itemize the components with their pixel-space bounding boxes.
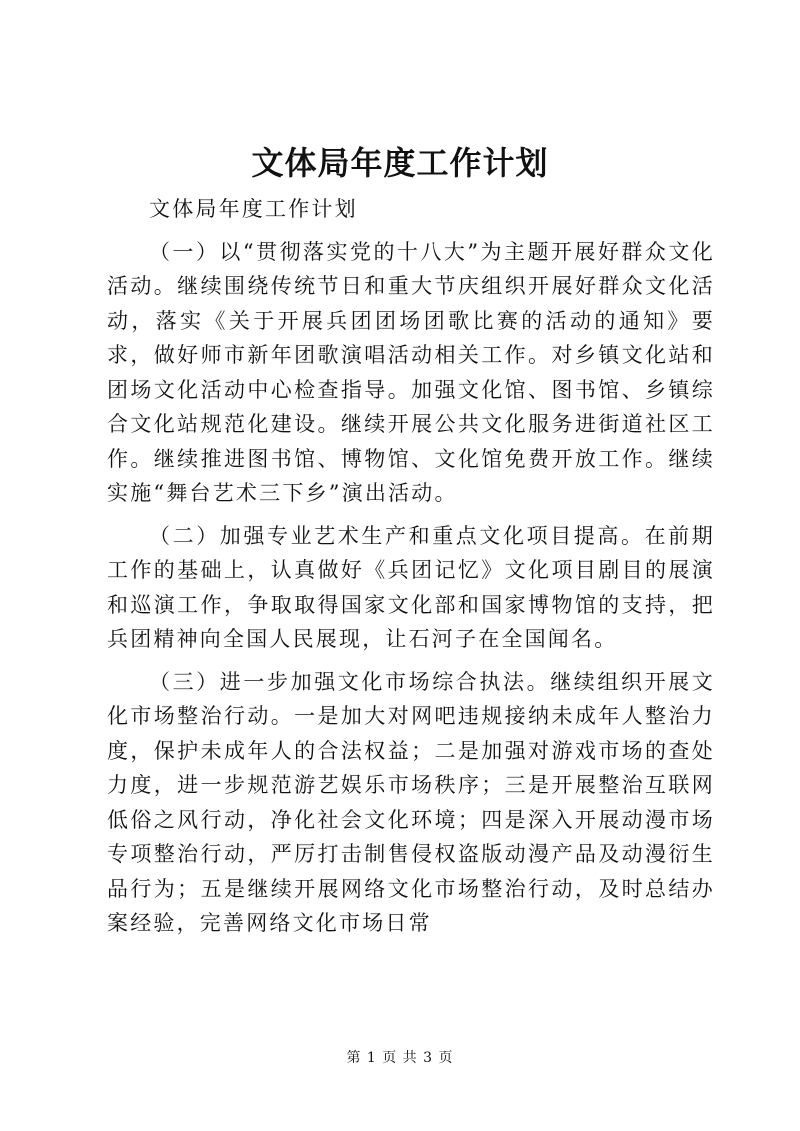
page-footer: 第 1 页 共 3 页: [346, 1050, 454, 1066]
document-title: 文体局年度工作计划: [251, 144, 549, 182]
document-body: [107, 192, 715, 949]
paragraph-2: （二）加强专业艺术生产和重点文化项目提高。在前期工作的基础上，认真做好《兵团记忆》文化项目剧目的展演和巡演工作，争取取得国家文化部和国家博物馆的支持，把兵团精神向全国人民展现，让石河子在全国闻名。: [107, 523, 715, 651]
paragraph-3: （三）进一步加强文化市场综合执法。继续组织开展文化市场整治行动。一是加大对网吧违规接纳未成年人整治力度，保护未成年人的合法权益；二是加强对游戏市场的查处力度，进一步规范游艺娱乐市场秩序；三是开展整治互联网低俗之风行动，净化社会文化环境；四是深入开展动漫市场专项整治行动，严厉打击制售侵权盗版动漫产品及动漫衍生品行为；五是继续开展网络文化市场整治行动，及时总结办案经验，完善网络文化市场日常: [107, 669, 715, 935]
subtitle-paragraph: 文体局年度工作计划: [149, 197, 358, 221]
paragraph-1: （一）以“贯彻落实党的十八大”为主题开展好群众文化活动。继续围绕传统节日和重大节庆组织开展好群众文化活动，落实《关于开展兵团团场团歌比赛的活动的通知》要求，做好师市新年团歌演唱活动相关工作。对乡镇文化站和团场文化活动中心检查指导。加强文化馆、图书馆、乡镇综合文化站规范化建设。继续开展公共文化服务进街道社区工作。继续推进图书馆、博物馆、文化馆免费开放工作。继续实施“舞台艺术三下乡”演出活动。: [107, 239, 715, 505]
